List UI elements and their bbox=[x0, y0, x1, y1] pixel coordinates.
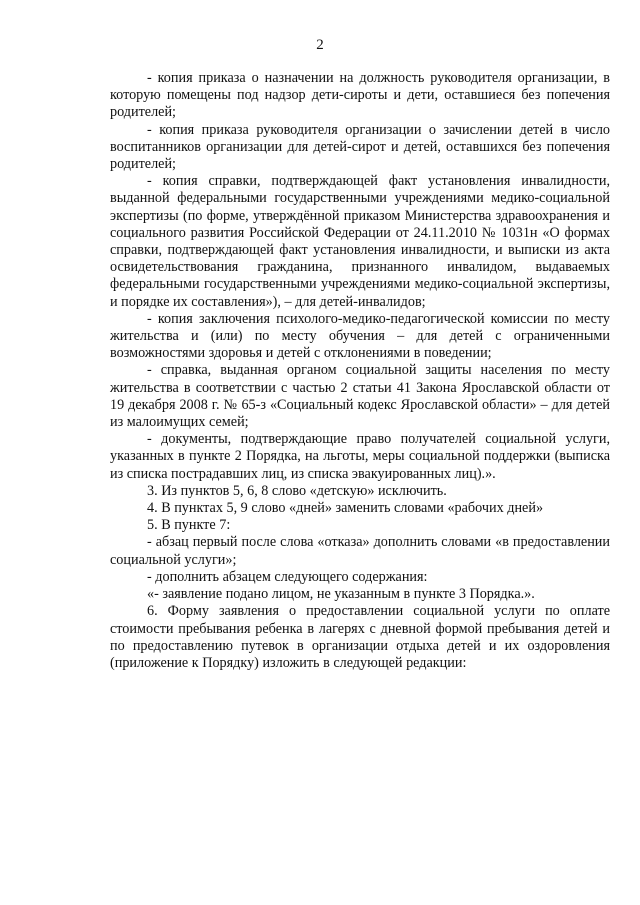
page-number: 2 bbox=[316, 37, 324, 53]
paragraph-commission-conclusion: - копия заключения психолого-медико-педагогической комиссии по месту жительства и (или) по месту обучения – для детей с ограниченными возможностями здоровья и детей с отклонениями в поведении; bbox=[110, 310, 610, 362]
paragraph-item-6: 6. Форму заявления о предоставлении социальной услуги по оплате стоимости пребывания ребенка в лагерях с дневной формой пребывания детей и по предоставлению путевок в организации отдыха детей и их оздоровления (приложение к Порядку) изложить в следующей редакции: bbox=[110, 603, 610, 671]
paragraph-disability-certificate: - копия справки, подтверждающей факт установления инвалидности, выданной федеральными государственными учреждениями медико-социальной экспертизы (по форме, утверждённой приказом Министерства здравоохранения и социального развития Российской Федерации от 24.11.2010 № 1031н «О формах справки, подтверждающей факт установления инвалидности, и выписки из акта освидетельствования гражданина, признанного инвалидом, выдаваемых федеральными государственными учреждениями медико-социальной экспертизы, и порядке их составления»), – для детей-инвалидов; bbox=[110, 173, 610, 310]
paragraph-item-4: 4. В пунктах 5, 9 слово «дней» заменить словами «рабочих дней» bbox=[147, 500, 544, 517]
paragraph-item-5: 5. В пункте 7: bbox=[147, 517, 231, 534]
paragraph-order-copy: - копия приказа о назначении на должность руководителя организации, в которую помещены под надзор дети-сироты и дети, оставшиеся без попечения родителей; bbox=[110, 70, 610, 121]
paragraph-item-5-add-abzac: - дополнить абзацем следующего содержания: bbox=[147, 568, 428, 585]
paragraph-item-5-new-text: «- заявление подано лицом, не указанным в пункте 3 Порядка.». bbox=[147, 586, 535, 603]
document-body bbox=[110, 70, 610, 672]
paragraph-benefit-documents: - документы, подтверждающие право получателей социальной услуги, указанных в пункте 2 Порядка, на льготы, меры социальной поддержки (выписка из списка пострадавших лиц, из списка эвакуированных лиц).». bbox=[110, 431, 610, 482]
paragraph-item-5-first-abzac: - абзац первый после слова «отказа» дополнить словами «в предоставлении социальной услуги»; bbox=[110, 534, 610, 568]
paragraph-social-protection-certificate: - справка, выданная органом социальной защиты населения по месту жительства в соответствии с частью 2 статьи 41 Закона Ярославской области от 19 декабря 2008 г. № 65-з «Социальный кодекс Ярославской области» – для детей из малоимущих семей; bbox=[110, 362, 610, 431]
paragraph-item-3: 3. Из пунктов 5, 6, 8 слово «детскую» исключить. bbox=[147, 482, 447, 499]
paragraph-enrollment-copy: - копия приказа руководителя организации о зачислении детей в число воспитанников организации для детей-сирот и детей, оставшихся без попечения родителей; bbox=[110, 121, 610, 173]
